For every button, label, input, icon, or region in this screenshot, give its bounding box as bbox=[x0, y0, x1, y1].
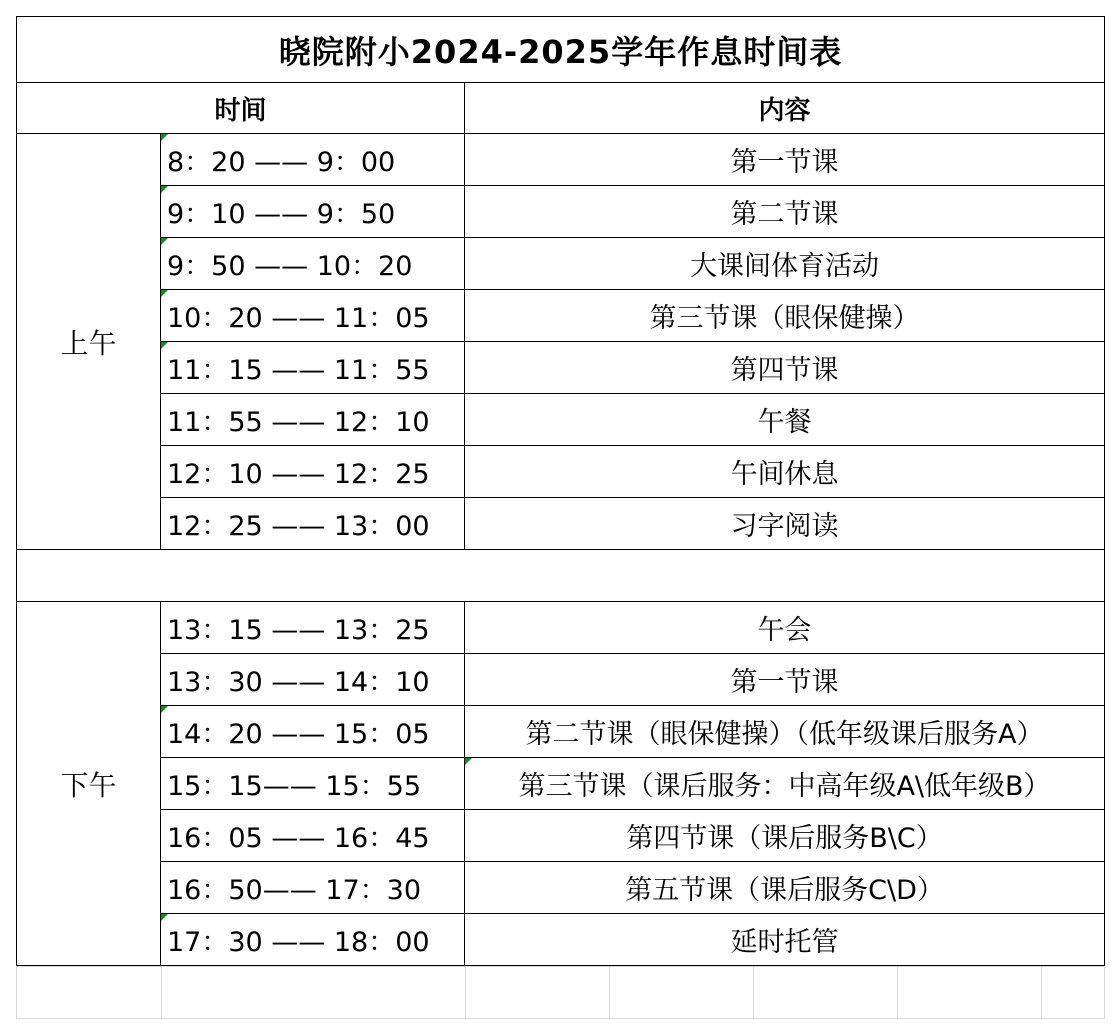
content-text: 第一节课 bbox=[730, 667, 839, 698]
time-text: 11：15 —— 11：55 bbox=[167, 355, 430, 386]
table-row bbox=[17, 654, 1105, 706]
spreadsheet-gridlines bbox=[16, 966, 1105, 1019]
content-cell[interactable] bbox=[465, 238, 1105, 290]
table-row bbox=[17, 134, 1105, 186]
table-row bbox=[17, 446, 1105, 498]
table-row bbox=[17, 758, 1105, 810]
content-cell[interactable] bbox=[465, 342, 1105, 394]
comment-marker-icon bbox=[465, 758, 472, 765]
time-text: 13：30 —— 14：10 bbox=[167, 667, 430, 698]
time-text: 13：15 —— 13：25 bbox=[167, 615, 430, 646]
content-cell[interactable] bbox=[465, 706, 1105, 758]
content-cell[interactable] bbox=[465, 446, 1105, 498]
time-cell[interactable] bbox=[161, 238, 465, 290]
time-cell[interactable] bbox=[161, 186, 465, 238]
comment-marker-icon bbox=[161, 290, 168, 297]
content-cell[interactable] bbox=[465, 498, 1105, 550]
table-row bbox=[17, 862, 1105, 914]
content-cell[interactable] bbox=[465, 134, 1105, 186]
comment-marker-icon bbox=[161, 134, 168, 141]
time-text: 9：50 —— 10：20 bbox=[167, 251, 413, 282]
time-text: 11：55 —— 12：10 bbox=[167, 407, 430, 438]
content-cell[interactable] bbox=[465, 186, 1105, 238]
time-text: 8：20 —— 9：00 bbox=[167, 147, 396, 178]
comment-marker-icon bbox=[161, 914, 168, 921]
content-text: 习字阅读 bbox=[730, 511, 839, 542]
spacer-row bbox=[17, 550, 1105, 602]
table-row bbox=[17, 706, 1105, 758]
time-cell[interactable] bbox=[161, 290, 465, 342]
time-text: 12：10 —— 12：25 bbox=[167, 459, 430, 490]
time-cell[interactable] bbox=[161, 394, 465, 446]
content-cell[interactable] bbox=[465, 810, 1105, 862]
time-cell[interactable] bbox=[161, 134, 465, 186]
table-row bbox=[17, 238, 1105, 290]
afternoon-period-label[interactable]: 下午 bbox=[17, 602, 161, 966]
content-cell[interactable] bbox=[465, 914, 1105, 966]
content-cell[interactable] bbox=[465, 654, 1105, 706]
time-text: 9：10 —— 9：50 bbox=[167, 199, 396, 230]
time-cell[interactable] bbox=[161, 862, 465, 914]
time-cell[interactable] bbox=[161, 758, 465, 810]
content-text: 午间休息 bbox=[730, 459, 839, 490]
time-cell[interactable] bbox=[161, 914, 465, 966]
header-content[interactable]: 内容 bbox=[465, 83, 1105, 134]
content-text: 午餐 bbox=[757, 407, 812, 438]
content-cell[interactable] bbox=[465, 758, 1105, 810]
table-row bbox=[17, 394, 1105, 446]
content-text: 延时托管 bbox=[730, 927, 839, 958]
table-row bbox=[17, 602, 1105, 654]
time-text: 15：15—— 15：55 bbox=[167, 771, 422, 802]
time-cell[interactable] bbox=[161, 498, 465, 550]
time-text: 10：20 —— 11：05 bbox=[167, 303, 430, 334]
comment-marker-icon bbox=[161, 342, 168, 349]
content-text: 第四节课 bbox=[730, 355, 839, 386]
content-text: 午会 bbox=[757, 615, 812, 646]
time-cell[interactable] bbox=[161, 706, 465, 758]
content-text: 第一节课 bbox=[730, 147, 839, 178]
morning-period-label[interactable]: 上午 bbox=[17, 134, 161, 550]
time-text: 16：50—— 17：30 bbox=[167, 875, 422, 906]
content-cell[interactable] bbox=[465, 862, 1105, 914]
comment-marker-icon bbox=[161, 186, 168, 193]
content-text: 第三节课（课后服务：中高年级A\低年级B） bbox=[518, 771, 1051, 802]
content-text: 第四节课（课后服务B\C） bbox=[626, 823, 943, 854]
content-cell[interactable] bbox=[465, 290, 1105, 342]
comment-marker-icon bbox=[161, 706, 168, 713]
time-text: 12：25 —— 13：00 bbox=[167, 511, 430, 542]
header-time[interactable]: 时间 bbox=[17, 83, 465, 134]
content-text: 第二节课 bbox=[730, 199, 839, 230]
time-text: 17：30 —— 18：00 bbox=[167, 927, 430, 958]
table-row bbox=[17, 498, 1105, 550]
content-cell[interactable] bbox=[465, 394, 1105, 446]
comment-marker-icon bbox=[161, 238, 168, 245]
schedule-title[interactable]: 晓院附小2024-2025学年作息时间表 bbox=[17, 17, 1105, 83]
schedule-table bbox=[16, 16, 1105, 966]
table-row bbox=[17, 342, 1105, 394]
content-text: 第五节课（课后服务C\D） bbox=[625, 875, 944, 906]
content-text: 大课间体育活动 bbox=[690, 251, 879, 282]
content-text: 第二节课（眼保健操）（低年级课后服务A） bbox=[525, 719, 1044, 750]
time-text: 14：20 —— 15：05 bbox=[167, 719, 430, 750]
table-row bbox=[17, 914, 1105, 966]
content-text: 第三节课（眼保健操） bbox=[649, 303, 920, 334]
content-cell[interactable] bbox=[465, 602, 1105, 654]
time-cell[interactable] bbox=[161, 446, 465, 498]
time-cell[interactable] bbox=[161, 810, 465, 862]
time-cell[interactable] bbox=[161, 342, 465, 394]
time-cell[interactable] bbox=[161, 602, 465, 654]
table-row bbox=[17, 810, 1105, 862]
spacer-cell[interactable] bbox=[17, 550, 1105, 602]
table-row bbox=[17, 186, 1105, 238]
time-text: 16：05 —— 16：45 bbox=[167, 823, 430, 854]
time-cell[interactable] bbox=[161, 654, 465, 706]
table-row bbox=[17, 290, 1105, 342]
